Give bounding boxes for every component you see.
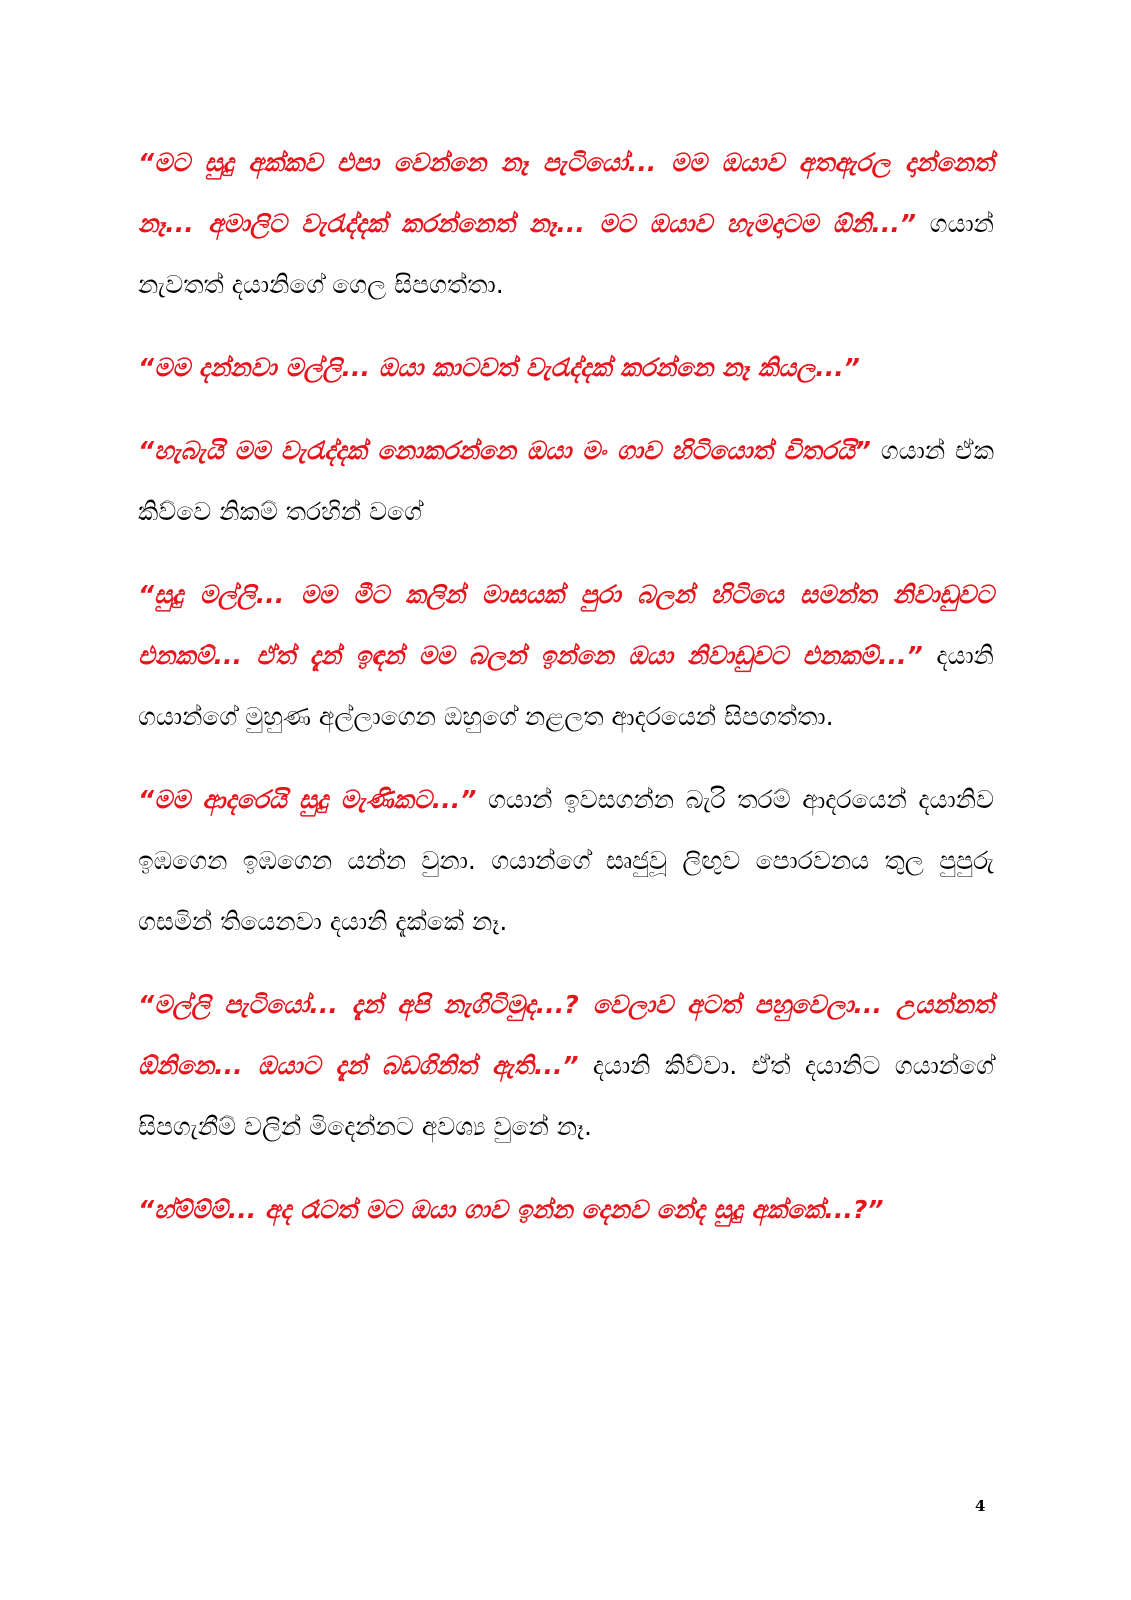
paragraph-4 [138, 564, 994, 747]
dialogue-text: “මම ආදරෙයි සුදු මැණිකට...” [138, 785, 477, 814]
narration-text: ගයාන් නැවතත් දයානිගේ ගෙල සිපගත්තා. [138, 209, 994, 299]
paragraph-7 [138, 1179, 994, 1240]
narration-text: දයානි කිව්වා. ඒත් දයානිට ගයාන්ගේ සිපගැනීම් වලින් මිදෙන්නට අවශ්‍ය වුනේ නෑ. [138, 1051, 994, 1141]
paragraph-3 [138, 420, 994, 542]
paragraph-1 [138, 132, 994, 315]
dialogue-text: “හ්ම්ම්ම්... අද රෑටත් මට ඔයා ගාව ඉන්න දෙනව නේද සුදු අක්කේ...?” [138, 1195, 884, 1224]
paragraph-2 [138, 337, 994, 398]
story-text [138, 132, 994, 1262]
paragraph-6 [138, 974, 994, 1157]
dialogue-text: “මල්ලි පැටියෝ... දැන් අපි නැගිටිමුද...? වෙලාව අටත් පහුවෙලා... උයන්නත් ඕනිනෙ... ඔයාට දැන් බඩගිනිත් ඇති...” [138, 990, 994, 1080]
narration-text: ගයාන් ඉවසගන්න බැරි තරම් ආදරයෙන් දයානිව ඉඹගෙන ඉඹගෙන යන්න වුනා. ගයාන්ගේ සෘජුවූ ලිඟුව පොරවනය තුල පුපුරු ගසමින් තියෙනවා දයානි දැක්කේ නෑ. [138, 785, 994, 936]
narration-text: දයානි ගයාන්ගේ මුහුණ අල්ලාගෙන ඔහුගේ නළලත ආදරයෙන් සිපගත්තා. [138, 641, 994, 731]
narration-text: ගයාන් ඒක කිව්වෙ නිකම් තරහින් වගේ [138, 436, 994, 526]
paragraph-5 [138, 769, 994, 952]
page-number: 4 [975, 1497, 986, 1515]
dialogue-text: “සුදු මල්ලි... මම මීට කලින් මාසයක් පුරා බලන් හිටියෙ සමන්ත නිවාඩුවට එනකම්... ඒත් දැන් ඉඳන් මම බලන් ඉන්නෙ ඔයා නිවාඩුවට එනකම්...” [138, 580, 994, 670]
dialogue-text: “මම දන්නවා මල්ලි... ඔයා කාටවත් වැරැද්දක් කරන්නෙ නෑ කියල...” [138, 353, 860, 382]
dialogue-text: “මට සුදු අක්කව එපා වෙන්නෙ නෑ පැටියෝ... මම ඔයාව අතඇරල දාන්නෙත් නෑ... අමාලිට වැරැද්දක් කරන්නෙත් නෑ... මට ඔයාව හැමදාටම ඕනි...” [138, 148, 994, 238]
dialogue-text: “හැබැයි මම වැරැද්දක් නොකරන්නෙ ඔයා මං ගාව හිටියොත් විතරයි” [138, 436, 871, 465]
